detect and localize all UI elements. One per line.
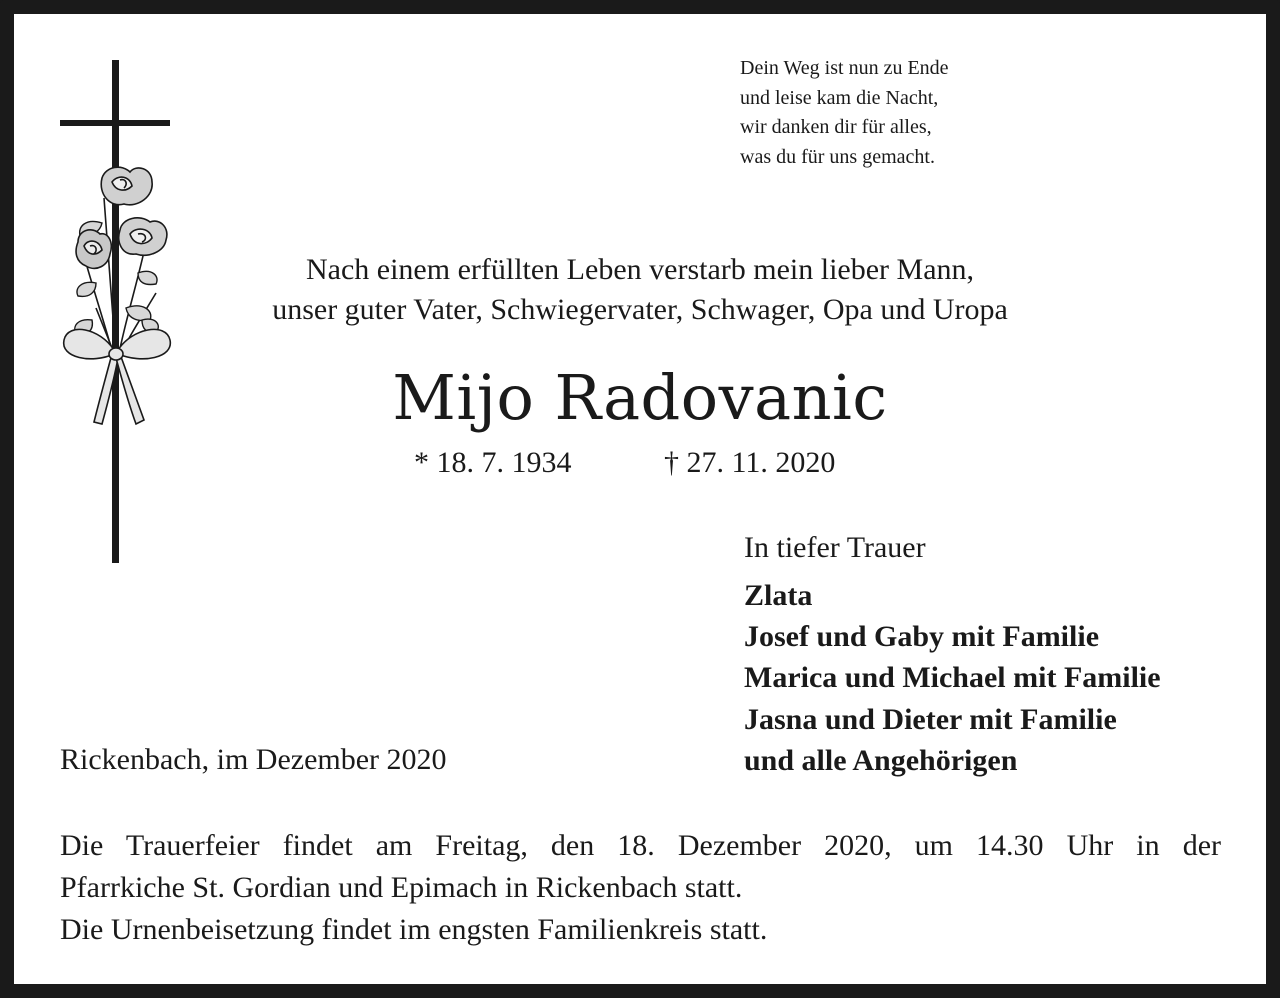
mourning-heading: In tiefer Trauer	[744, 531, 926, 564]
intro-line: unser guter Vater, Schwiegervater, Schwager, Opa und Uropa	[272, 293, 1008, 326]
mourner-name: Jasna und Dieter mit Familie	[744, 702, 1117, 736]
poem	[740, 54, 949, 172]
mourner-name: und alle Angehörigen	[744, 743, 1018, 777]
mourner-name: Josef und Gaby mit Familie	[744, 620, 1100, 654]
mourners-list	[744, 575, 1161, 781]
mourner-name: Marica und Michael mit Familie	[744, 661, 1161, 695]
notice-line: Die Trauerfeier findet am Freitag, den 18. Dezember 2020, um 14.30 Uhr in der	[60, 829, 1221, 862]
funeral-notice	[60, 825, 1221, 951]
death-date: † 27. 11. 2020	[664, 446, 836, 479]
poem-line: und leise kam die Nacht,	[740, 86, 939, 109]
birth-date: * 18. 7. 1934	[414, 446, 572, 479]
notice-line: Die Urnenbeisetzung findet im engsten Familienkreis statt.	[60, 913, 768, 946]
notice-line: Pfarrkiche St. Gordian und Epimach in Rickenbach statt.	[60, 871, 743, 904]
intro-text	[140, 250, 1140, 330]
intro-line: Nach einem erfüllten Leben verstarb mein lieber Mann,	[305, 253, 975, 286]
mourner-name: Zlata	[744, 579, 813, 612]
poem-line: was du für uns gemacht.	[740, 145, 935, 168]
deceased-name: Mijo Radovanic	[392, 361, 888, 434]
poem-line: wir danken dir für alles,	[740, 116, 932, 138]
place-date: Rickenbach, im Dezember 2020	[60, 743, 447, 776]
poem-line: Dein Weg ist nun zu Ende	[740, 57, 949, 79]
